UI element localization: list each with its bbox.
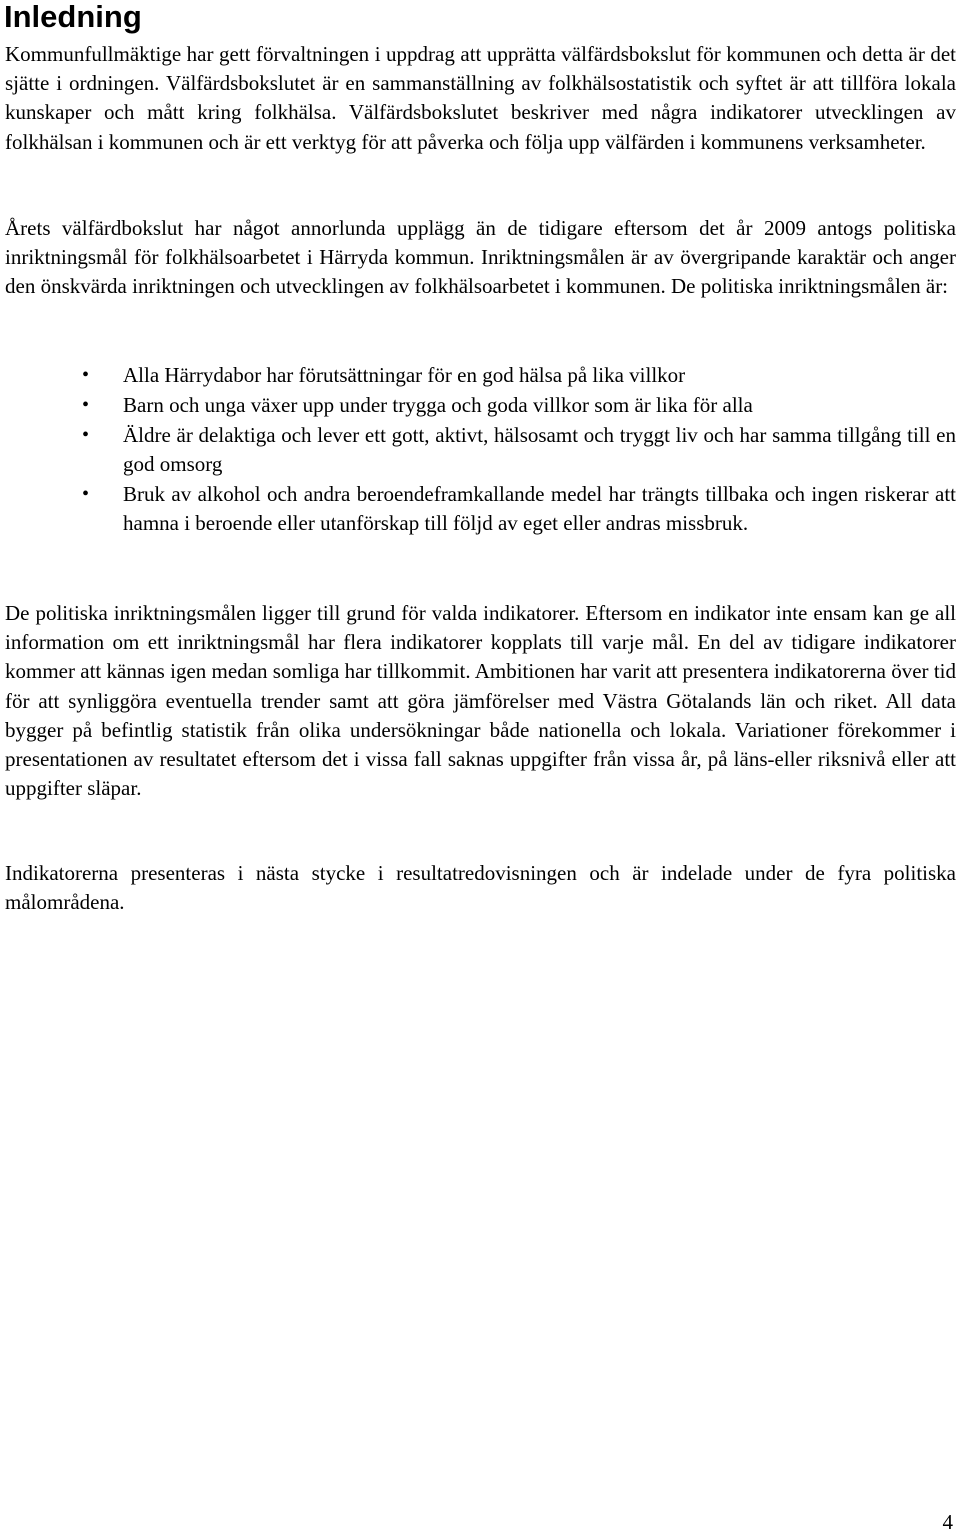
list-item bbox=[0, 391, 956, 420]
list-item bbox=[0, 480, 956, 538]
bullet-icon: • bbox=[82, 364, 90, 386]
page-number: 4 bbox=[942, 1510, 953, 1534]
intro-paragraph: Kommunfullmäktige har gett förvaltningen i uppdrag att upprätta välfärdsbokslut för kommunen och detta är det sjätte i ordningen. Välfärdsbokslutet är en sammanställning av folkhälsostatistik och syftet är att tillföra lokala kunskaper och mått kring folkhälsa. Välfärdsbokslutet beskriver med några indikatorer utvecklingen av folkhälsan i kommunen och är ett verktyg för att påverka och följa upp välfärden i kommunens verksamheter. bbox=[5, 42, 956, 154]
goal-text: Alla Härrydabor har förutsättningar för en god hälsa på lika villkor bbox=[123, 363, 686, 387]
closing-paragraph: Indikatorerna presenteras i nästa stycke i resultatredovisningen och är indelade under de fyra politiska målområdena. bbox=[5, 861, 956, 915]
goal-text: Barn och unga växer upp under trygga och goda villkor som är lika för alla bbox=[123, 393, 753, 417]
list-item bbox=[0, 421, 956, 479]
bullet-icon: • bbox=[82, 483, 90, 506]
bullet-icon: • bbox=[82, 394, 90, 416]
political-goals-list bbox=[0, 361, 956, 539]
goals-intro-paragraph: Årets välfärdbokslut har något annorlunda upplägg än de tidigare eftersom det år 2009 antogs politiska inriktningsmål för folkhälsoarbetet i Härryda kommun. Inriktningsmålen är av övergripande karaktär och anger den önskvärda inriktningen och utvecklingen av folkhälsoarbetet i kommunen. De politiska inriktningsmålen är: bbox=[5, 216, 956, 299]
goal-text: Äldre är delaktiga och lever ett gott, aktivt, hälsosamt och tryggt liv och har samma tillgång till en god omsorg bbox=[123, 423, 956, 477]
section-heading: Inledning bbox=[4, 0, 142, 34]
list-item bbox=[0, 361, 956, 390]
bullet-icon: • bbox=[82, 424, 90, 446]
indicators-paragraph: De politiska inriktningsmålen ligger till grund för valda indikatorer. Eftersom en indikator inte ensam kan ge all information om ett inriktningsmål har flera indikatorer kopplats till varje mål. En del av tidigare indikatorer kommer att kännas igen medan somliga har tillkommit. Ambitionen har varit att presentera indikatorerna över tid för att synliggöra eventuella trender samt att göra jämförelser med Västra Götalands län och riket. All data bygger på befintlig statistik från olika undersökningar både nationella och lokala. Variationer förekommer i presentationen av resultatet eftersom det i vissa fall saknas uppgifter från vissa år, på läns-eller riksnivå eller att uppgifter släpar. bbox=[5, 601, 956, 801]
goal-text: Bruk av alkohol och andra beroendeframkallande medel har trängts tillbaka och ingen riskerar att hamna i beroende eller utanförskap till följd av eget eller andras missbruk. bbox=[123, 482, 956, 536]
